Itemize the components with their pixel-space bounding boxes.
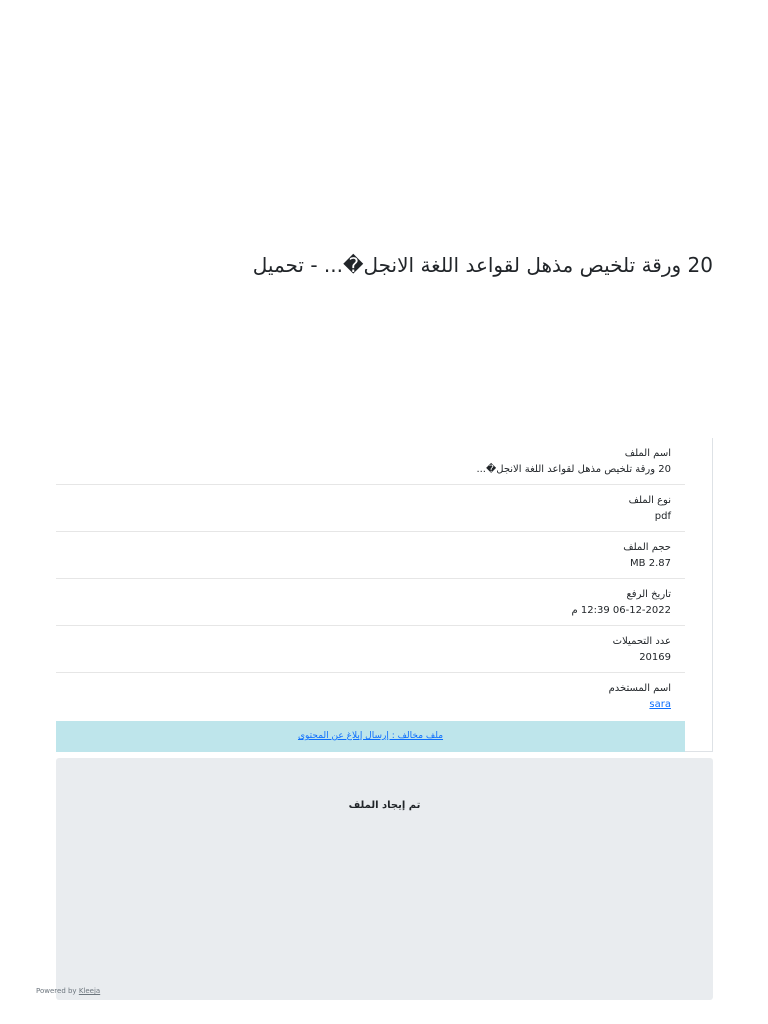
file-size-label: حجم الملف [623, 542, 671, 553]
upload-date-label: تاريخ الرفع [626, 589, 671, 600]
file-type-row [56, 485, 685, 532]
page-title: 20 ورقة تلخيص مذهل لقواعد اللغة الانجل�... - تحميل [252, 253, 713, 277]
username-label: اسم المستخدم [608, 683, 671, 694]
username-row [56, 673, 685, 720]
file-info-card [56, 438, 713, 752]
file-type-label: نوع الملف [628, 495, 671, 506]
download-count-label: عدد التحميلات [612, 636, 671, 647]
powered-by-footer [36, 987, 100, 995]
powered-by-label: Powered by [36, 987, 77, 995]
kleeja-link[interactable]: Kleeja [78, 987, 101, 995]
file-name-row [56, 438, 685, 485]
file-size-value: 2.87 MB [630, 558, 671, 569]
username-link[interactable]: sara [649, 699, 671, 710]
upload-date-value: 06-12-2022 12:39 م [571, 605, 671, 616]
download-count-value: 20169 [639, 652, 671, 663]
report-content-link[interactable]: ملف مخالف : إرسال إبلاغ عن المحتوى [297, 731, 444, 741]
download-count-row [56, 626, 685, 673]
file-size-row [56, 532, 685, 579]
upload-date-row [56, 579, 685, 626]
file-name-label: اسم الملف [624, 448, 671, 459]
file-type-value: pdf [654, 511, 671, 522]
file-found-message: تم إيجاد الملف [348, 800, 421, 811]
file-found-panel [56, 758, 713, 1000]
report-bar [56, 721, 685, 752]
file-name-value: 20 ورقة تلخيص مذهل لقواعد اللغة الانجل�... [476, 464, 671, 475]
